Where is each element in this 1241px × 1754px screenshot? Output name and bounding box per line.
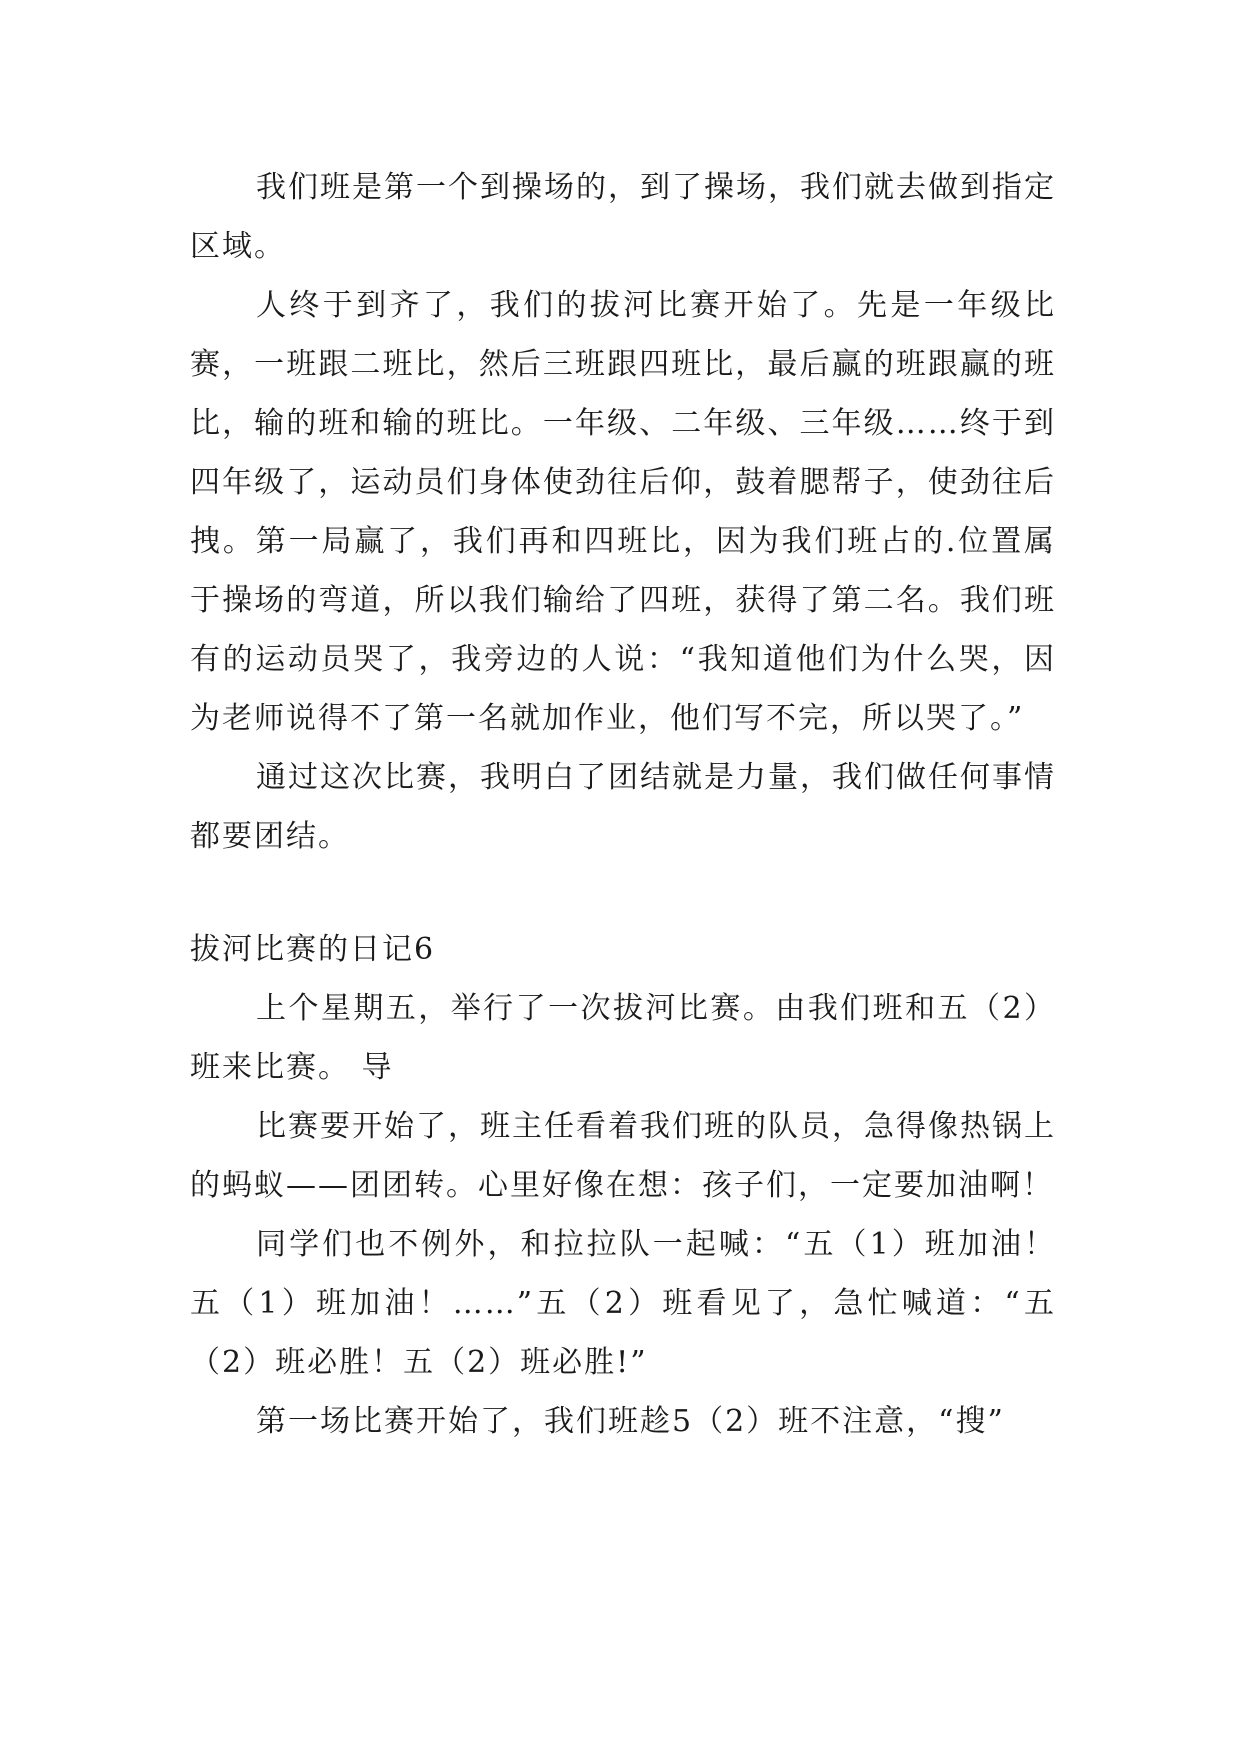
paragraph-match-process: 人终于到齐了，我们的拔河比赛开始了。先是一年级比赛，一班跟二班比，然后三班跟四班比，最后赢的班跟赢的班比，输的班和输的班比。一年级、二年级、三年级……终于到四年级了，运动员们身体使劲往后仰，鼓着腮帮子，使劲往后拽。第一局赢了，我们再和四班比，因为我们班占的.位置属于操场的弯道，所以我们输给了四班，获得了第二名。我们班有的运动员哭了，我旁边的人说：“我知道他们为什么哭，因为老师说得不了第一名就加作业，他们写不完，所以哭了。” bbox=[190, 288, 1056, 736]
paragraph-teacher: 比赛要开始了，班主任看着我们班的队员，急得像热锅上的蚂蚁——团团转。心里好像在想：孩子们，一定要加油啊！ bbox=[190, 1109, 1056, 1203]
section-heading: 拔河比赛的日记6 bbox=[190, 932, 436, 967]
document-body bbox=[190, 158, 1056, 1451]
paragraph-first-round: 第一场比赛开始了，我们班趁5（2）班不注意，“搜” bbox=[256, 1404, 1005, 1439]
paragraph-cheering: 同学们也不例外，和拉拉队一起喊：“五（1）班加油！五（1）班加油！……”五（2）班看见了，急忙喊道：“五（2）班必胜！五（2）班必胜!” bbox=[190, 1227, 1056, 1380]
paragraph-arrive-playground: 我们班是第一个到操场的，到了操场，我们就去做到指定区域。 bbox=[190, 170, 1056, 264]
paragraph-conclusion: 通过这次比赛，我明白了团结就是力量，我们做任何事情都要团结。 bbox=[190, 760, 1056, 854]
paragraph-intro: 上个星期五，举行了一次拔河比赛。由我们班和五（2）班来比赛。 导 bbox=[190, 991, 1056, 1085]
